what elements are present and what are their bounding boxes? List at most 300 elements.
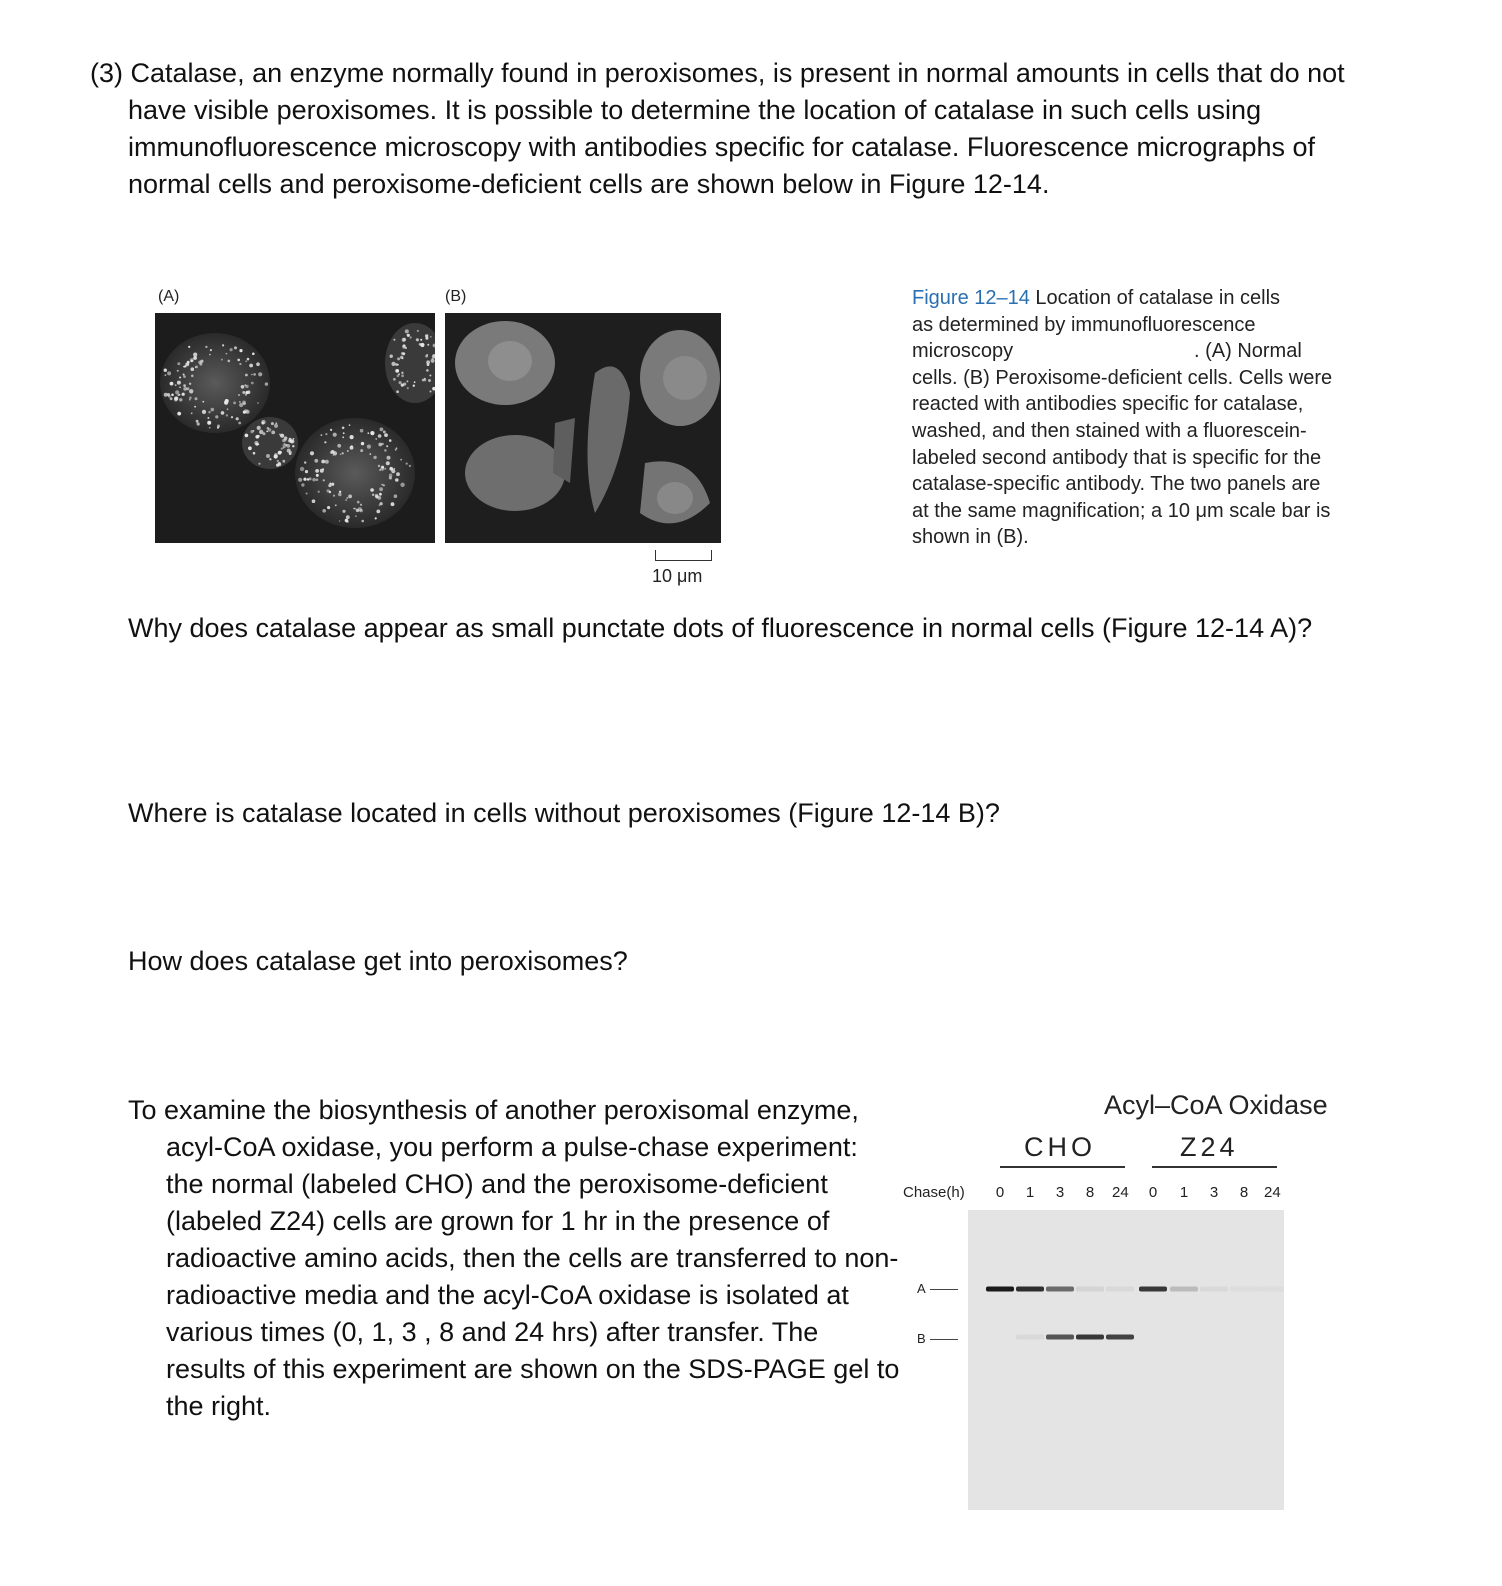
- gel-band-a-z24-1: [1170, 1287, 1198, 1292]
- fluorescent-dot: [335, 504, 337, 506]
- fluorescent-dot: [243, 411, 246, 414]
- fluorescent-dot: [325, 433, 327, 435]
- fluorescent-dot: [346, 515, 350, 519]
- fluorescent-dot: [378, 465, 380, 467]
- fluorescent-dot: [333, 433, 337, 437]
- fluorescent-dot: [242, 391, 245, 394]
- fluorescent-dot: [321, 434, 323, 436]
- fluorescent-dot: [211, 408, 215, 412]
- fluorescent-dot: [234, 346, 237, 349]
- fluorescent-dot: [177, 381, 181, 385]
- fluorescent-dot: [290, 439, 294, 443]
- fluorescent-dot: [179, 398, 182, 401]
- fluorescent-dot: [215, 415, 218, 418]
- fluorescent-dot: [265, 382, 268, 385]
- gel-group-cho: CHO: [1024, 1132, 1096, 1162]
- fluorescent-dot: [425, 337, 428, 340]
- fluorescent-dot: [258, 463, 260, 465]
- fluorescent-dot: [183, 375, 186, 378]
- fluorescent-dot: [255, 443, 258, 446]
- fluorescent-dot: [175, 390, 179, 394]
- fluorescent-dot: [191, 367, 195, 371]
- gel-band-b-cho-3: [1046, 1335, 1074, 1340]
- fluorescent-dot: [390, 355, 393, 358]
- fluorescent-dot: [205, 346, 207, 348]
- fluorescent-dot: [304, 461, 306, 463]
- fluorescent-dot: [375, 438, 377, 440]
- fluorescent-dot: [329, 483, 331, 485]
- fluorescent-dot: [236, 417, 239, 420]
- fluorescent-dot: [322, 509, 326, 513]
- fluorescent-dot: [262, 422, 264, 424]
- fluorescent-dot: [305, 470, 308, 473]
- fluorescent-dot: [193, 356, 197, 360]
- fluorescent-dot: [190, 358, 194, 362]
- fluorescent-dot: [209, 427, 211, 429]
- fluorescent-dot: [381, 466, 384, 469]
- gel-band-a-cho-0: [986, 1287, 1014, 1292]
- fluorescent-dot: [330, 429, 332, 431]
- fluorescent-dot: [170, 382, 174, 386]
- fluorescent-dot: [274, 424, 278, 428]
- fluorescent-dot: [384, 449, 387, 452]
- fluorescent-dot: [189, 389, 193, 393]
- fluorescent-dot: [376, 510, 380, 514]
- fluorescent-dot: [171, 394, 174, 397]
- fluorescent-dot: [239, 363, 241, 365]
- lane-time-z24-8: 8: [1239, 1184, 1249, 1201]
- fluorescent-dot: [271, 422, 274, 425]
- fluorescent-dot: [367, 432, 369, 434]
- lane-time-cho-1: 1: [1025, 1184, 1035, 1201]
- z24-underline: [1152, 1166, 1277, 1168]
- chase-label: Chase(h): [903, 1184, 965, 1201]
- gel-band-a-z24-8: [1230, 1287, 1258, 1292]
- panel-b-label: (B): [445, 288, 467, 305]
- fluorescent-dot: [350, 435, 354, 439]
- fluorescent-dot: [399, 381, 402, 384]
- fluorescent-dot: [406, 380, 408, 382]
- fluorescent-dot: [361, 442, 364, 445]
- fluorescent-dot: [393, 339, 395, 341]
- fluorescent-dot: [164, 393, 168, 397]
- fluorescent-dot: [403, 338, 406, 341]
- fluorescent-dot: [279, 434, 281, 436]
- fluorescent-dot: [238, 422, 241, 425]
- fluorescent-dot: [409, 336, 411, 338]
- lane-time-cho-3: 3: [1055, 1184, 1065, 1201]
- fluorescent-dot: [426, 354, 428, 356]
- fluorescent-dot: [301, 483, 304, 486]
- fluorescent-dot: [251, 374, 253, 376]
- micrograph-normal-cells: [155, 313, 435, 543]
- fluorescent-dot: [222, 344, 224, 346]
- fluorescent-dot: [331, 450, 335, 454]
- fluorescent-dot: [396, 472, 400, 476]
- fluorescent-dot: [375, 517, 377, 519]
- fluorescent-dot: [396, 390, 399, 393]
- fluorescent-dot: [231, 416, 233, 418]
- fluorescent-dot: [228, 360, 231, 363]
- caption-line2: as determined by immunofluorescence: [912, 313, 1256, 336]
- fluorescent-dot: [406, 463, 408, 465]
- question-1: Why does catalase appear as small punctate dots of fluorescence in normal cells (Figure 12-14 A)?: [128, 613, 1313, 643]
- fluorescent-dot: [208, 411, 210, 413]
- fluorescent-dot: [282, 460, 285, 463]
- fluorescent-dot: [253, 452, 256, 455]
- fluorescent-dot: [266, 454, 270, 458]
- fluorescent-dot: [177, 362, 180, 365]
- fluorescent-dot: [315, 469, 319, 473]
- fluorescent-dot: [277, 460, 279, 462]
- fluorescent-dot: [237, 359, 240, 362]
- fluorescent-dot: [252, 353, 255, 356]
- caption-line3b: . (A) Normal: [1194, 340, 1302, 363]
- fluorescent-dot: [207, 417, 209, 419]
- fluorescent-dot: [401, 374, 404, 377]
- fluorescent-dot: [397, 357, 400, 360]
- fluorescent-dot: [246, 391, 249, 394]
- fluorescent-dot: [373, 456, 376, 459]
- fluorescent-dot: [405, 329, 409, 333]
- fluorescent-dot: [338, 493, 342, 497]
- fluorescent-dot: [395, 363, 398, 366]
- fluorescent-dot: [195, 366, 197, 368]
- fluorescent-dot: [342, 452, 344, 454]
- fluorescent-dot: [174, 398, 178, 402]
- fluorescent-dot: [391, 362, 395, 366]
- fluorescent-dot: [252, 430, 254, 432]
- fluorescent-dot: [348, 495, 352, 499]
- gel-band-a-z24-3: [1200, 1287, 1228, 1292]
- fluorescent-dot: [267, 427, 270, 430]
- figure-caption: [912, 285, 1342, 551]
- fluorescent-dot: [343, 432, 345, 434]
- band-b-tick: [930, 1339, 958, 1340]
- fluorescent-dot: [288, 440, 291, 443]
- fluorescent-dot: [251, 382, 254, 385]
- fluorescent-dot: [346, 520, 349, 523]
- fluorescent-dot: [191, 412, 193, 414]
- fluorescent-dot: [269, 458, 271, 460]
- fluorescent-dot: [164, 369, 167, 372]
- fluorescent-dot: [165, 374, 167, 376]
- fluorescent-dot: [282, 439, 285, 442]
- fluorescent-dot: [407, 334, 410, 337]
- fluorescent-dot: [183, 384, 186, 387]
- fluorescent-dot: [420, 343, 424, 347]
- panel-a-label: (A): [158, 288, 180, 305]
- fluorescent-dot: [387, 456, 391, 460]
- lane-time-z24-1: 1: [1179, 1184, 1189, 1201]
- fluorescent-dot: [361, 520, 364, 523]
- lane-time-z24-3: 3: [1209, 1184, 1219, 1201]
- fluorescent-dot: [286, 444, 290, 448]
- fluorescent-dot: [360, 504, 362, 506]
- gel-group-z24: Z24: [1180, 1132, 1239, 1162]
- fluorescent-dot: [325, 460, 329, 464]
- fluorescent-dot: [350, 446, 354, 450]
- fluorescent-dot: [342, 436, 344, 438]
- fluorescent-dot: [339, 491, 341, 493]
- fluorescent-dot: [386, 445, 388, 447]
- fluorescent-dot: [389, 474, 393, 478]
- fluorescent-dot: [395, 369, 399, 373]
- scale-bar: [655, 550, 712, 561]
- fluorescent-dot: [378, 443, 382, 447]
- fluorescent-dot: [370, 488, 374, 492]
- fluorescent-dot: [280, 451, 282, 453]
- fluorescent-dot: [379, 487, 383, 491]
- fluorescent-dot: [289, 451, 292, 454]
- fluorescent-dot: [379, 504, 381, 506]
- experiment-text: To examine the biosynthesis of another peroxisomal enzyme, acyl-CoA oxidase, you perform a pulse-chase experiment: the normal (labeled CHO) and the peroxisome-deficient (labeled Z24) cells are grown for 1 hr in the presence of radioactive amino acids, then the cells are transferred to non-radioactive media and the acyl-CoA oxidase is isolated at various times (0, 1, 3 , 8 and 24 hrs) after transfer. The results of this experiment are shown on the SDS-PAGE gel to the right.: [128, 1095, 900, 1421]
- fluorescent-dot: [306, 493, 308, 495]
- caption-rest: cells. (B) Peroxisome-deficient cells. Cells were reacted with antibodies specific for catalase, washed, and then stained with a fluorescein-labeled second antibody that is specific for the catalase-specific antibody. The two panels are at the same magnification; a 10 μm scale bar is shown in (B).: [912, 366, 1333, 549]
- fluorescent-dot: [323, 479, 325, 481]
- gel-band-a-cho-24: [1106, 1287, 1134, 1292]
- fluorescent-dot: [258, 372, 262, 376]
- fluorescent-dot: [395, 449, 397, 451]
- fluorescent-dot: [426, 360, 430, 364]
- band-a-tick: [930, 1289, 958, 1290]
- fluorescent-dot: [187, 361, 190, 364]
- fluorescent-dot: [384, 468, 386, 470]
- fluorescent-dot: [179, 387, 181, 389]
- fluorescent-dot: [402, 357, 404, 359]
- fluorescent-dot: [380, 428, 384, 432]
- fluorescent-dot: [189, 397, 192, 400]
- fluorescent-dot: [314, 459, 318, 463]
- fluorescent-dot: [349, 424, 351, 426]
- fluorescent-dot: [263, 432, 266, 435]
- fluorescent-dot: [414, 381, 416, 383]
- fluorescent-dot: [340, 454, 342, 456]
- gel-band-a-z24-24: [1258, 1287, 1284, 1292]
- fluorescent-dot: [432, 358, 434, 360]
- fluorescent-dot: [191, 375, 194, 378]
- fluorescent-dot: [428, 379, 431, 382]
- fluorescent-dot: [183, 387, 187, 391]
- question-intro: (3) Catalase, an enzyme normally found in peroxisomes, is present in normal amounts in cells that do not have visible peroxisomes. It is possible to determine the location of catalase in such cells using immunofluorescence microscopy with antibodies specific for catalase. Fluorescence micrographs of normal cells and peroxisome-deficient cells are shown below in Figure 12-14.: [90, 58, 1345, 199]
- fluorescent-dot: [195, 397, 198, 400]
- fluorescent-dot: [360, 449, 363, 452]
- gel-band-a-cho-1: [1016, 1287, 1044, 1292]
- fluorescent-dot: [386, 461, 390, 465]
- fluorescent-dot: [400, 483, 404, 487]
- gel-band-a-cho-8: [1076, 1287, 1104, 1292]
- fluorescent-dot: [217, 427, 219, 429]
- fluorescent-dot: [331, 483, 334, 486]
- fluorescent-dot: [316, 474, 319, 477]
- fluorescent-dot: [183, 374, 185, 376]
- fluorescent-dot: [391, 469, 395, 473]
- fluorescent-dot: [370, 453, 372, 455]
- fluorescent-dot: [179, 377, 181, 379]
- fluorescent-dot: [333, 495, 335, 497]
- fluorescent-dot: [298, 478, 302, 482]
- fluorescent-dot: [401, 372, 403, 374]
- fluorescent-dot: [242, 401, 246, 405]
- fluorescent-dot: [196, 420, 199, 423]
- fluorescent-dot: [238, 394, 240, 396]
- fluorescent-dot: [320, 469, 324, 473]
- fluorescent-dot: [328, 484, 331, 487]
- fluorescent-dot: [333, 454, 335, 456]
- fluorescent-dot: [226, 414, 228, 416]
- fluorescent-dot: [407, 387, 409, 389]
- fluorescent-dot: [300, 467, 304, 471]
- fluorescent-dot: [327, 506, 330, 509]
- fluorescent-dot: [393, 378, 396, 381]
- fluorescent-dot: [256, 362, 260, 366]
- fluorescent-dot: [324, 441, 326, 443]
- fluorescent-dot: [383, 484, 385, 486]
- fluorescent-dot: [321, 460, 325, 464]
- fluorescent-dot: [377, 496, 381, 500]
- question-2: Where is catalase located in cells without peroxisomes (Figure 12-14 B)?: [128, 798, 1000, 828]
- fluorescent-dot: [194, 406, 196, 408]
- fluorescent-dot: [358, 507, 362, 511]
- fluorescent-dot: [342, 510, 345, 513]
- fluorescent-dot: [423, 378, 426, 381]
- fluorescent-dot: [310, 451, 314, 455]
- fluorescent-dot: [345, 499, 347, 501]
- band-a-label: A: [917, 1281, 926, 1296]
- fluorescent-dot: [271, 431, 275, 435]
- fluorescent-dot: [409, 465, 411, 467]
- fluorescent-dot: [355, 515, 357, 517]
- fluorescent-dot: [402, 352, 405, 355]
- fluorescent-dot: [337, 444, 341, 448]
- gel-title: Acyl–CoA Oxidase: [1104, 1090, 1328, 1120]
- fluorescent-dot: [427, 344, 429, 346]
- fluorescent-dot: [189, 399, 191, 401]
- fluorescent-dot: [209, 354, 211, 356]
- fluorescent-dot: [175, 384, 177, 386]
- scale-bar-label: 10 μm: [652, 566, 703, 586]
- fluorescent-dot: [170, 397, 173, 400]
- fluorescent-dot: [183, 366, 185, 368]
- fluorescent-dot: [309, 477, 312, 480]
- fluorescent-dot: [197, 422, 200, 425]
- fluorescent-dot: [266, 431, 268, 433]
- fluorescent-dot: [207, 421, 211, 425]
- fluorescent-dot: [339, 520, 341, 522]
- fluorescent-dot: [303, 478, 306, 481]
- fluorescent-dot: [177, 412, 181, 416]
- fluorescent-dot: [167, 371, 171, 375]
- gel-image: [968, 1210, 1284, 1510]
- fluorescent-dot: [275, 422, 277, 424]
- lane-time-cho-0: 0: [995, 1184, 1005, 1201]
- fluorescent-dot: [389, 439, 392, 442]
- fluorescent-dot: [202, 401, 204, 403]
- question-3: How does catalase get into peroxisomes?: [128, 946, 628, 976]
- fluorescent-dot: [316, 478, 319, 481]
- fluorescent-dot: [394, 494, 398, 498]
- figure-number: Figure 12–14: [912, 287, 1030, 309]
- lane-time-z24-0: 0: [1148, 1184, 1158, 1201]
- fluorescent-dot: [221, 359, 223, 361]
- fluorescent-dot: [426, 369, 429, 372]
- fluorescent-dot: [241, 385, 245, 389]
- fluorescent-dot: [318, 491, 320, 493]
- fluorescent-dot: [256, 435, 259, 438]
- fluorescent-dot: [370, 431, 374, 435]
- fluorescent-dot: [372, 494, 374, 496]
- fluorescent-dot: [357, 501, 360, 504]
- fluorescent-dot: [257, 426, 261, 430]
- fluorescent-dot: [327, 489, 330, 492]
- fluorescent-dot: [278, 463, 282, 467]
- fluorescent-dot: [312, 499, 316, 503]
- micrograph-peroxisome-deficient-cells: [445, 313, 721, 543]
- fluorescent-dot: [293, 438, 295, 440]
- fluorescent-dot: [244, 384, 246, 386]
- fluorescent-dot: [274, 453, 278, 457]
- fluorescent-dot: [367, 445, 371, 449]
- fluorescent-dot: [312, 478, 315, 481]
- fluorescent-dot: [383, 431, 386, 434]
- fluorescent-dot: [360, 429, 364, 433]
- fluorescent-dot: [245, 360, 247, 362]
- fluorescent-dot: [249, 364, 253, 368]
- fluorescent-dot: [210, 349, 212, 351]
- gel-band-b-cho-8: [1076, 1335, 1104, 1340]
- fluorescent-dot: [402, 345, 406, 349]
- fluorescent-dot: [416, 338, 419, 341]
- lane-time-z24-24: 24: [1264, 1184, 1281, 1201]
- fluorescent-dot: [245, 374, 248, 377]
- fluorescent-dot: [375, 494, 379, 498]
- caption-line1: Location of catalase in cells: [1029, 287, 1281, 309]
- fluorescent-dot: [400, 459, 402, 461]
- fluorescent-dot: [384, 433, 388, 437]
- fluorescent-dot: [430, 391, 432, 393]
- fluorescent-dot: [378, 434, 382, 438]
- fluorescent-dot: [178, 394, 180, 396]
- gel-band-a-cho-3: [1046, 1287, 1074, 1292]
- fluorescent-dot: [247, 358, 250, 361]
- fluorescent-dot: [193, 353, 197, 357]
- fluorescent-dot: [168, 395, 171, 398]
- fluorescent-dot: [221, 411, 225, 415]
- fluorescent-dot: [188, 346, 190, 348]
- fluorescent-dot: [346, 497, 348, 499]
- fluorescent-dot: [202, 410, 206, 414]
- fluorescent-dot: [248, 446, 252, 450]
- fluorescent-dot: [429, 375, 431, 377]
- fluorescent-dot: [257, 402, 259, 404]
- fluorescent-dot: [253, 373, 256, 376]
- fluorescent-dot: [395, 478, 399, 482]
- fluorescent-dot: [283, 444, 287, 448]
- gel-band-a-z24-0: [1139, 1287, 1167, 1292]
- fluorescent-dot: [420, 339, 422, 341]
- fluorescent-dot: [239, 349, 242, 352]
- lane-time-cho-8: 8: [1085, 1184, 1095, 1201]
- fluorescent-dot: [182, 393, 185, 396]
- fluorescent-dot: [430, 336, 432, 338]
- fluorescent-dot: [347, 450, 349, 452]
- band-b-label: B: [917, 1331, 926, 1346]
- fluorescent-dot: [391, 502, 395, 506]
- fluorescent-dot: [177, 370, 179, 372]
- fluorescent-dot: [292, 445, 294, 447]
- gel-band-b-cho-24: [1106, 1335, 1134, 1340]
- gel-band-b-cho-1: [1016, 1335, 1044, 1340]
